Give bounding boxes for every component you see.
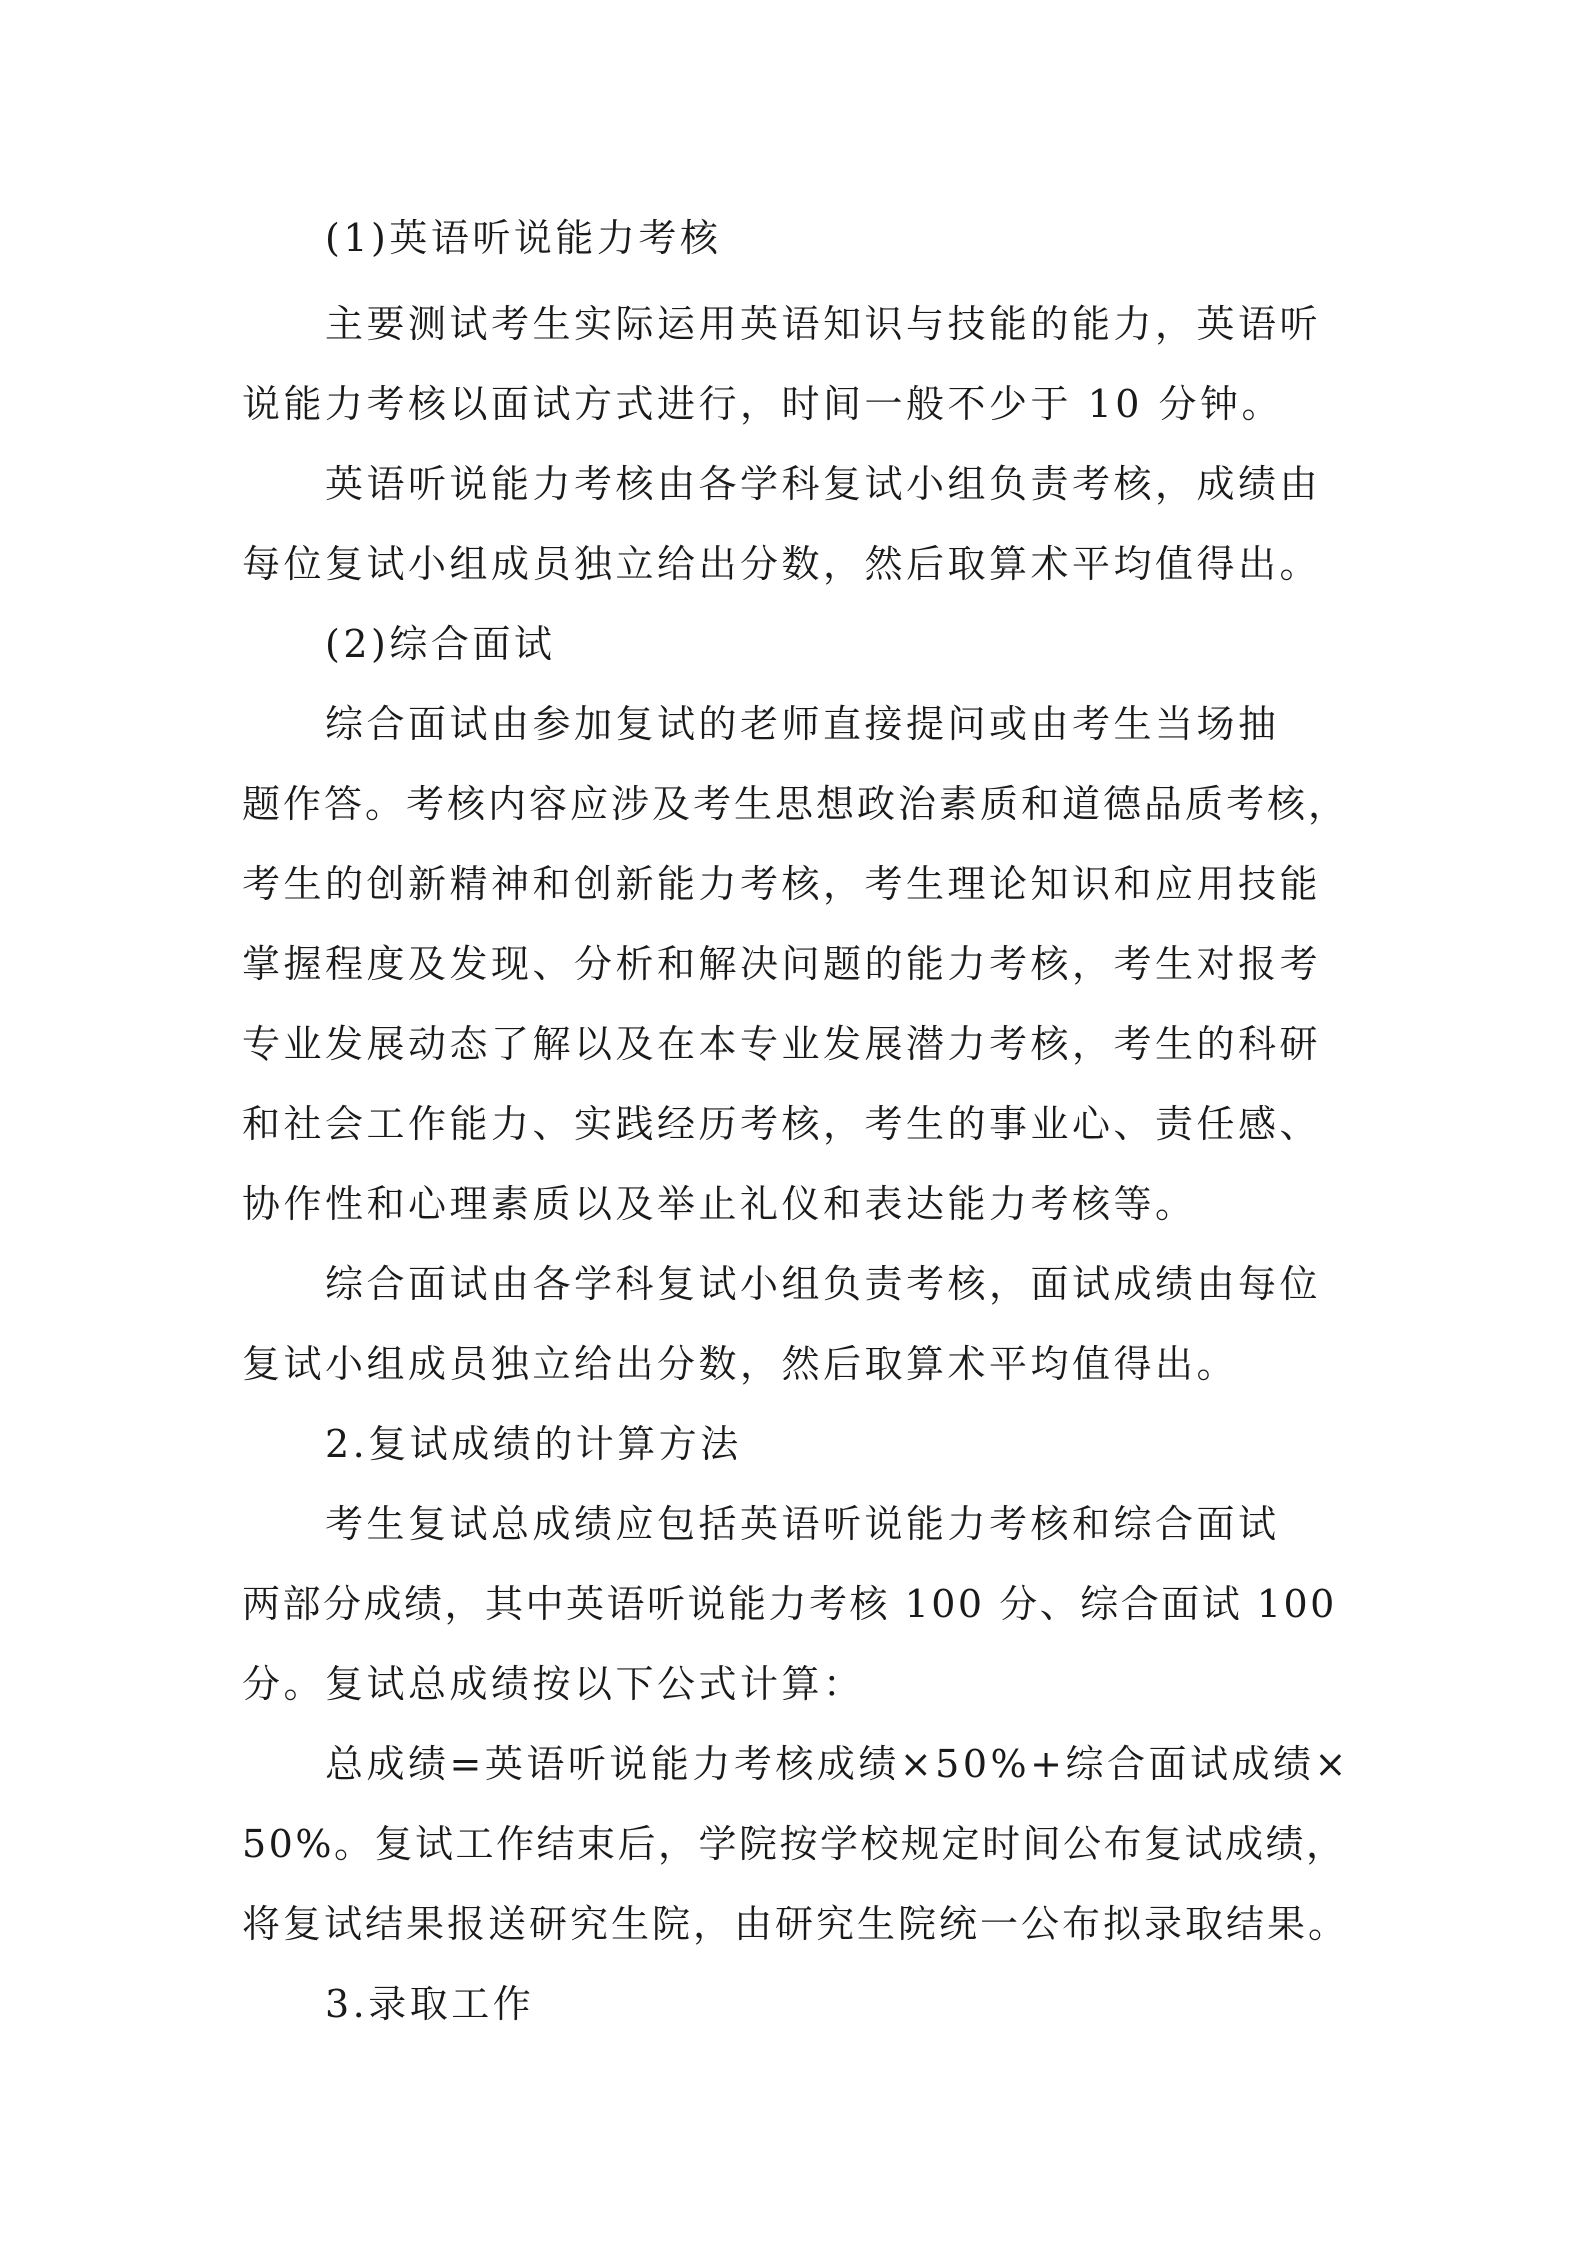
paragraph-line: 专业发展动态了解以及在本专业发展潜力考核，考生的科研: [242, 1022, 1322, 1066]
paragraph-line: 将复试结果报送研究生院，由研究生院统一公布拟录取结果。: [242, 1902, 1350, 1946]
paragraph-line: 考生的创新精神和创新能力考核，考生理论知识和应用技能: [242, 862, 1322, 906]
section-heading-comprehensive-interview: (2)综合面试: [325, 622, 556, 666]
paragraph-line: 两部分成绩，其中英语听说能力考核 100 分、综合面试 100: [242, 1582, 1337, 1626]
paragraph-line: 分。复试总成绩按以下公式计算：: [242, 1662, 865, 1706]
paragraph-line: 每位复试小组成员独立给出分数，然后取算术平均值得出。: [242, 542, 1322, 586]
paragraph-line: 复试小组成员独立给出分数，然后取算术平均值得出。: [242, 1342, 1239, 1386]
formula-line: 总成绩=英语听说能力考核成绩×50%+综合面试成绩×: [325, 1742, 1350, 1786]
paragraph-line: 英语听说能力考核由各学科复试小组负责考核，成绩由: [325, 462, 1322, 506]
paragraph-line: 题作答。考核内容应涉及考生思想政治素质和道德品质考核，: [242, 782, 1350, 826]
section-heading-admission: 3.录取工作: [325, 1982, 535, 2026]
paragraph-line: 综合面试由各学科复试小组负责考核，面试成绩由每位: [325, 1262, 1322, 1306]
paragraph-line: 主要测试考生实际运用英语知识与技能的能力，英语听: [325, 302, 1322, 346]
paragraph-line: 掌握程度及发现、分析和解决问题的能力考核，考生对报考: [242, 942, 1322, 986]
paragraph-line: 说能力考核以面试方式进行，时间一般不少于 10 分钟。: [242, 382, 1284, 426]
section-heading-score-calculation: 2.复试成绩的计算方法: [325, 1422, 742, 1466]
paragraph-line: 综合面试由参加复试的老师直接提问或由考生当场抽: [325, 702, 1280, 746]
paragraph-line: 考生复试总成绩应包括英语听说能力考核和综合面试: [325, 1502, 1280, 1546]
paragraph-line: 和社会工作能力、实践经历考核，考生的事业心、责任感、: [242, 1102, 1322, 1146]
paragraph-line: 50%。复试工作结束后，学院按学校规定时间公布复试成绩，: [242, 1822, 1347, 1866]
paragraph-line: 协作性和心理素质以及举止礼仪和表达能力考核等。: [242, 1182, 1197, 1226]
section-heading-english-listening: (1)英语听说能力考核: [325, 216, 722, 260]
